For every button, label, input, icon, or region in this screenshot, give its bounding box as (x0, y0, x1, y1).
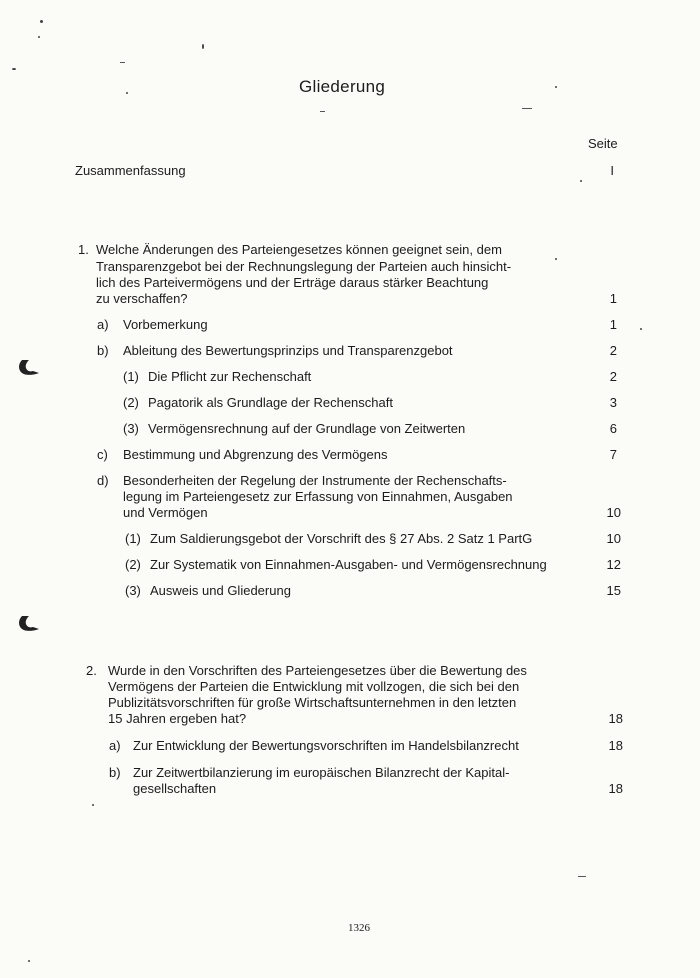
scan-speck (640, 328, 642, 330)
toc-subitem-text: Zum Saldierungsgebot der Vorschrift des § 27 Abs. 2 Satz 1 PartG (150, 531, 533, 546)
toc-section-2-line: Vermögens der Parteien die Entwicklung mit vollzogen, die sich bei den (108, 679, 520, 694)
scan-speck (92, 804, 94, 806)
toc-subitem-page: 6 (609, 421, 617, 436)
scan-speck (126, 92, 128, 94)
toc-item-label: b) (97, 343, 109, 358)
toc-subitem-text: Die Pflicht zur Rechenschaft (148, 369, 312, 384)
toc-subitem-page: 3 (609, 395, 617, 410)
scan-speck (202, 44, 204, 49)
toc-item-text-line: Besonderheiten der Regelung der Instrumente der Rechenschafts- (123, 473, 507, 488)
toc-item-page: 18 (608, 738, 623, 753)
toc-item-text: Ableitung des Bewertungsprinzips und Transparenzgebot (123, 343, 453, 358)
scan-dash (578, 876, 586, 877)
toc-section-2-line: Publizitätsvorschriften für große Wirtschaftsunternehmen in den letzten (108, 695, 517, 710)
toc-summary-page: I (610, 163, 614, 178)
toc-section-2-line: 15 Jahren ergeben hat? (108, 711, 247, 726)
scan-dash (120, 62, 125, 63)
toc-subitem-page: 2 (609, 369, 617, 384)
scan-speck (38, 36, 40, 38)
toc-item-text-line: und Vermögen (123, 505, 208, 520)
toc-item-text-line: gesellschaften (133, 781, 217, 796)
toc-section-1-line: Transparenzgebot bei der Rechnungslegung der Parteien auch hinsicht- (96, 259, 512, 274)
scan-dash (522, 108, 532, 109)
toc-subitem-text: Zur Systematik von Einnahmen-Ausgaben- und Vermögensrechnung (150, 557, 547, 572)
toc-section-1-number: 1. (78, 242, 89, 257)
punch-hole-mark-icon (18, 614, 40, 632)
toc-section-2-line: Wurde in den Vorschriften des Parteiengesetzes über die Bewertung des (108, 663, 527, 678)
toc-item-text: Bestimmung und Abgrenzung des Vermögens (123, 447, 388, 462)
scan-speck (40, 20, 43, 23)
page-column-header: Seite (588, 136, 618, 151)
toc-item-label: c) (97, 447, 108, 462)
toc-subitem-label: (3) (125, 583, 141, 598)
toc-subitem-page: 10 (606, 531, 621, 546)
toc-subitem-label: (1) (123, 369, 139, 384)
toc-item-text-line: legung im Parteiengesetz zur Erfassung von Einnahmen, Ausgaben (123, 489, 513, 504)
toc-subitem-page: 15 (606, 583, 621, 598)
toc-section-1-line: Welche Änderungen des Parteiengesetzes können geeignet sein, dem (96, 242, 502, 257)
toc-item-text: Vorbemerkung (123, 317, 208, 332)
toc-subitem-label: (2) (123, 395, 139, 410)
scan-dash (320, 111, 325, 112)
toc-subitem-text: Ausweis und Gliederung (150, 583, 291, 598)
scan-speck (555, 258, 557, 260)
toc-section-1-page: 1 (609, 291, 617, 306)
toc-item-page: 7 (609, 447, 617, 462)
toc-item-page: 2 (609, 343, 617, 358)
toc-item-label: a) (97, 317, 109, 332)
toc-subitem-page: 12 (606, 557, 621, 572)
scan-speck (28, 960, 30, 962)
toc-subitem-text: Pagatorik als Grundlage der Rechenschaft (148, 395, 393, 410)
toc-subitem-label: (2) (125, 557, 141, 572)
footer-page-number: 1326 (348, 922, 370, 934)
toc-item-page: 1 (609, 317, 617, 332)
toc-item-label: b) (109, 765, 121, 780)
toc-section-1-line: lich des Parteivermögens und der Erträge daraus stärker Beachtung (96, 275, 489, 290)
toc-summary-label: Zusammenfassung (75, 163, 186, 178)
toc-section-2-number: 2. (86, 663, 97, 678)
toc-item-label: a) (109, 738, 121, 753)
toc-item-label: d) (97, 473, 109, 488)
scan-speck (555, 86, 557, 88)
toc-section-2-page: 18 (608, 711, 623, 726)
page-title: Gliederung (299, 77, 386, 96)
scan-speck (580, 180, 582, 182)
punch-hole-mark-icon (18, 358, 40, 376)
toc-item-text: Zur Entwicklung der Bewertungsvorschriften im Handelsbilanzrecht (133, 738, 519, 753)
toc-subitem-label: (3) (123, 421, 139, 436)
toc-item-page: 10 (606, 505, 621, 520)
toc-subitem-text: Vermögensrechnung auf der Grundlage von Zeitwerten (148, 421, 466, 436)
toc-item-text-line: Zur Zeitwertbilanzierung im europäischen Bilanzrecht der Kapital- (133, 765, 510, 780)
toc-subitem-label: (1) (125, 531, 141, 546)
toc-section-1-line: zu verschaffen? (96, 291, 188, 306)
toc-item-page: 18 (608, 781, 623, 796)
scan-speck (12, 68, 16, 70)
